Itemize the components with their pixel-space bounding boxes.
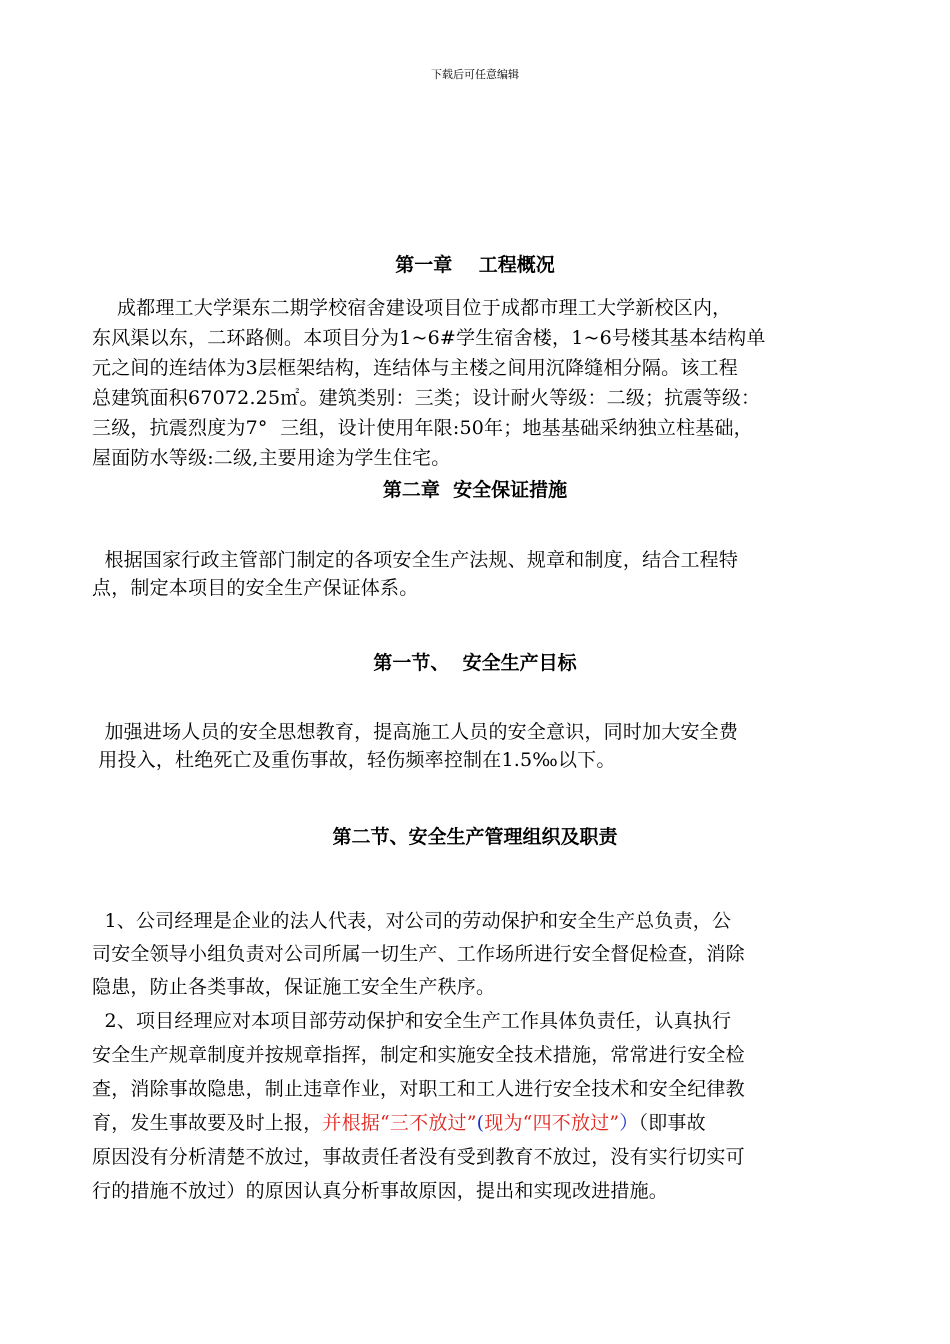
highlight-red-text: 现为“四不放过” (484, 1112, 620, 1134)
text-segment: 育，发生事故要及时上报， (92, 1112, 323, 1134)
text-segment: （即事故 (638, 1112, 706, 1134)
chapter1-paragraph (92, 293, 868, 473)
highlight-blue-paren: ( (476, 1112, 485, 1134)
section1-paragraph (92, 718, 868, 774)
chapter1-title: 第一章 工程概况 (395, 254, 555, 276)
text-line: 东风渠以东，二环路侧。本项目分为1~6#学生宿舍楼，1~6号楼其基本结构单 (92, 327, 766, 349)
text-line: 总建筑面积67072.25㎡。建筑类别：三类；设计耐火等级：二级；抗震等级： (92, 387, 761, 409)
text-line: 司安全领导小组负责对公司所属一切生产、工作场所进行安全督促检查，消除 (92, 943, 745, 965)
text-line: 用投入，杜绝死亡及重伤事故，轻伤频率控制在1.5‰以下。 (92, 749, 616, 771)
section2-item1 (92, 905, 868, 1004)
text-line: 2、项目经理应对本项目部劳动保护和安全生产工作具体负责任，认真执行 (92, 1010, 732, 1032)
text-line: 元之间的连结体为3层框架结构，连结体与主楼之间用沉降缝相分隔。该工程 (92, 357, 738, 379)
text-line: 查，消除事故隐患，制止违章作业，对职工和工人进行安全技术和安全纪律教 (92, 1078, 745, 1100)
text-line: 原因没有分析清楚不放过，事故责任者没有受到教育不放过，没有实行切实可 (92, 1146, 745, 1168)
text-line: 隐患，防止各类事故，保证施工安全生产秩序。 (92, 976, 496, 998)
section2-item2 (92, 1004, 868, 1208)
text-line: 加强进场人员的安全思想教育，提高施工人员的安全意识，同时加大安全费 (92, 721, 739, 743)
text-line: 安全生产规章制度并按规章指挥，制定和实施安全技术措施，常常进行安全检 (92, 1044, 745, 1066)
text-line: 成都理工大学渠东二期学校宿舍建设项目位于成都市理工大学新校区内， (92, 297, 732, 319)
chapter2-title: 第二章 安全保证措施 (382, 479, 568, 501)
chapter2-paragraph (92, 546, 868, 602)
colored-text-line (92, 1106, 868, 1140)
section2-title: 第二节、安全生产管理组织及职责 (332, 826, 618, 848)
highlight-red-text: 并根据“三不放过” (322, 1112, 477, 1134)
text-line: 屋面防水等级:二级,主要用途为学生住宅。 (92, 447, 451, 469)
text-line: 根据国家行政主管部门制定的各项安全生产法规、规章和制度，结合工程特 (92, 549, 739, 571)
header-note: 下载后可任意编辑 (431, 68, 519, 81)
text-line: 1、公司经理是企业的法人代表，对公司的劳动保护和安全生产总负责，公 (92, 910, 732, 932)
section1-title: 第一节、 安全生产目标 (373, 652, 577, 674)
text-line: 行的措施不放过）的原因认真分析事故原因，提出和实现改进措施。 (92, 1180, 669, 1202)
highlight-blue-paren: ） (619, 1112, 639, 1134)
text-line: 点，制定本项目的安全生产保证体系。 (92, 577, 419, 599)
text-line: 三级，抗震烈度为7° 三组，设计使用年限:50年；地基基础采纳独立柱基础， (92, 417, 753, 439)
